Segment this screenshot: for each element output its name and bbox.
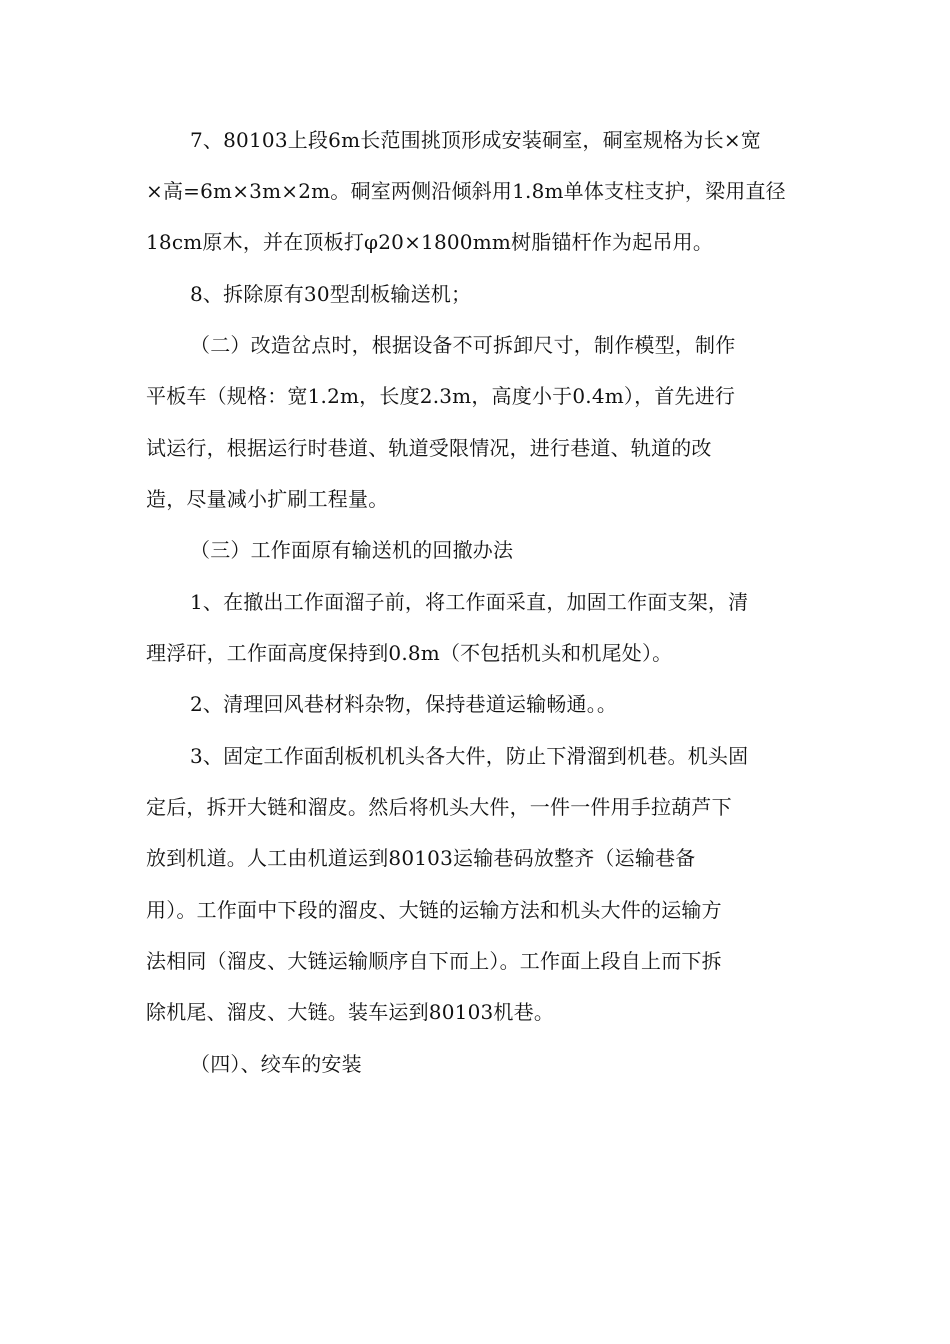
section-2-line-3: 试运行，根据运行时巷道、轨道受限情况，进行巷道、轨道的改 <box>146 436 712 460</box>
item-3-line-5: 法相同（溜皮、大链运输顺序自下而上）。工作面上段自上而下拆 <box>146 949 722 973</box>
item-1-line-2: 理浮矸，工作面高度保持到0.8m（不包括机头和机尾处）。 <box>146 641 673 665</box>
section-3-heading: （三）工作面原有输送机的回撤办法 <box>190 538 514 562</box>
paragraph-7-line-3: 18cm原木，并在顶板打φ20×1800mm树脂锚杆作为起吊用。 <box>146 230 714 254</box>
paragraph-8: 8、拆除原有30型刮板输送机； <box>190 282 472 306</box>
item-3-line-4: 用）。工作面中下段的溜皮、大链的运输方法和机头大件的运输方 <box>146 898 722 922</box>
section-2-line-1: （二）改造岔点时，根据设备不可拆卸尺寸，制作模型，制作 <box>190 333 736 357</box>
item-3-line-6: 除机尾、溜皮、大链。装车运到80103机巷。 <box>146 1000 555 1024</box>
item-2: 2、清理回风巷材料杂物，保持巷道运输畅通。。 <box>190 692 618 716</box>
section-4-heading: （四）、绞车的安装 <box>190 1052 362 1076</box>
section-2-line-4: 造，尽量减小扩刷工程量。 <box>146 487 389 511</box>
item-3-line-2: 定后，拆开大链和溜皮。然后将机头大件，一件一件用手拉葫芦下 <box>146 795 732 819</box>
paragraph-7-line-1: 7、80103上段6m长范围挑顶形成安装硐室，硐室规格为长×宽 <box>190 128 761 152</box>
section-2-line-2: 平板车（规格：宽1.2m，长度2.3m，高度小于0.4m），首先进行 <box>146 384 736 408</box>
item-1-line-1: 1、在撤出工作面溜子前，将工作面采直，加固工作面支架，清 <box>190 590 749 614</box>
item-3-line-3: 放到机道。人工由机道运到80103运输巷码放整齐（运输巷备 <box>146 846 696 870</box>
item-3-line-1: 3、固定工作面刮板机机头各大件，防止下滑溜到机巷。机头固 <box>190 744 749 768</box>
paragraph-7-line-2: ×高=6m×3m×2m。硐室两侧沿倾斜用1.8m单体支柱支护，梁用直径 <box>146 179 786 203</box>
